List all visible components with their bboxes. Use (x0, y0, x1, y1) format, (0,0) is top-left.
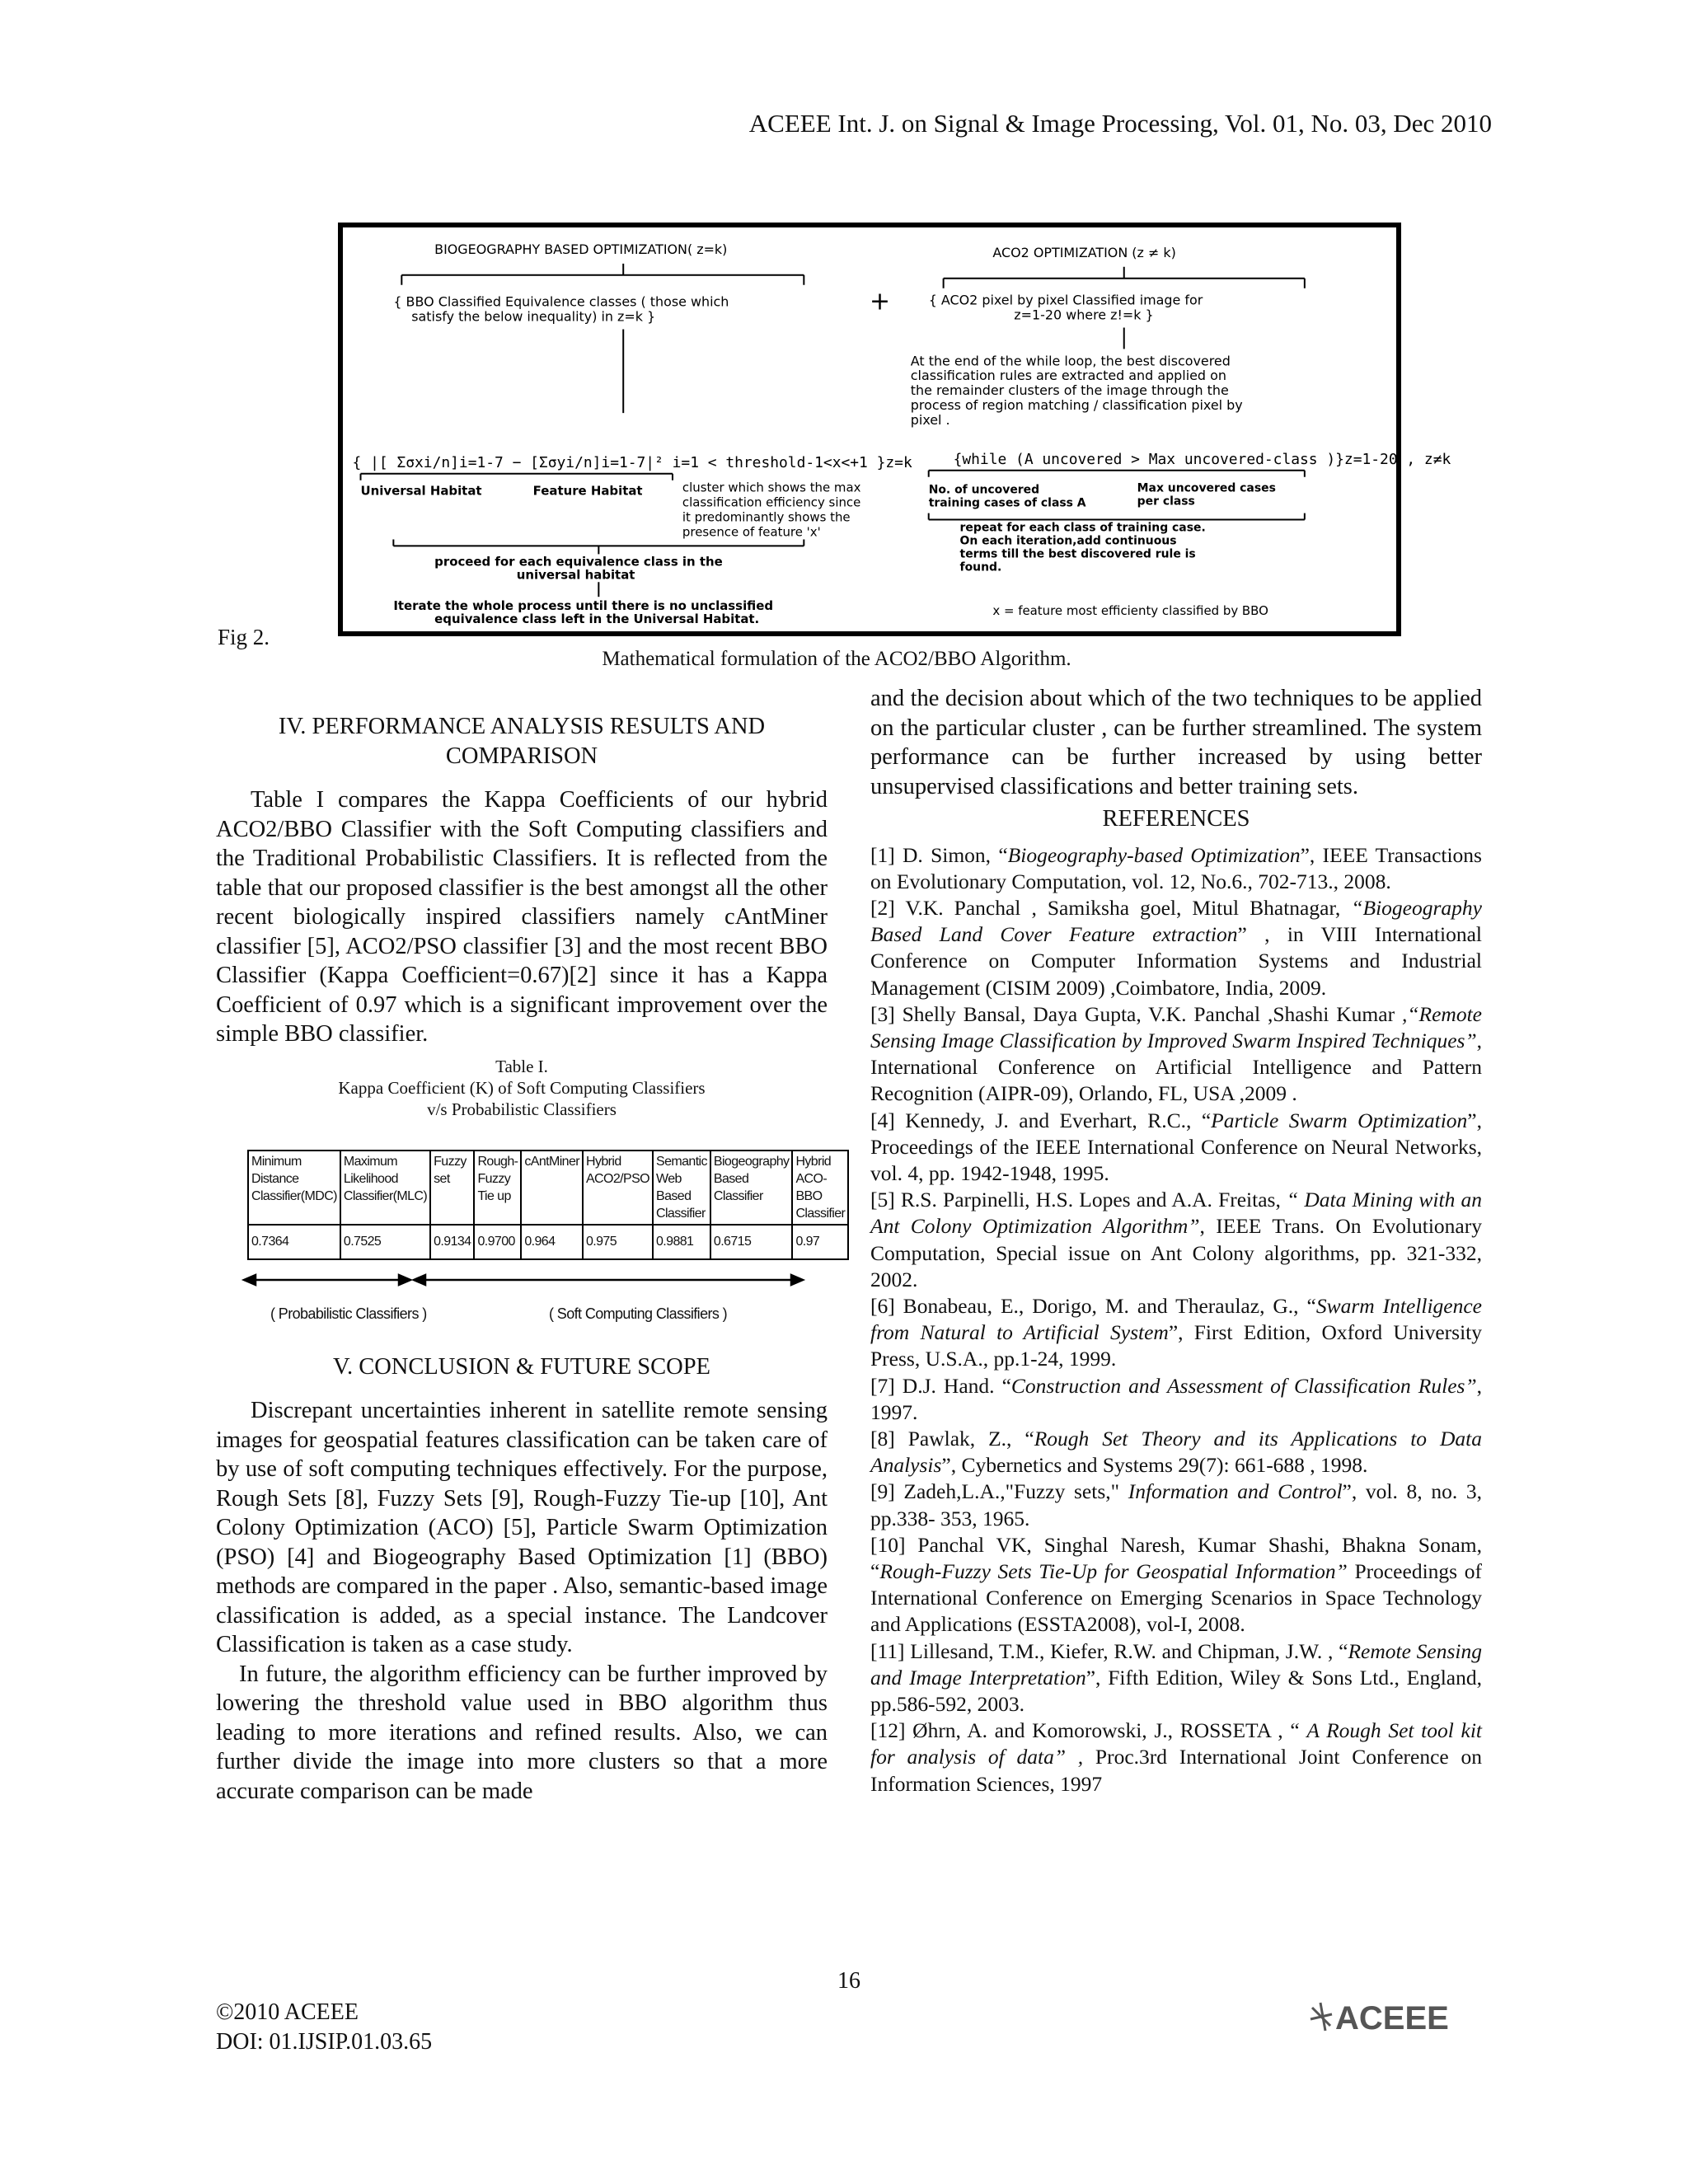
reference-item (870, 1479, 1482, 1531)
reference-title: Rough Set Theory and its Applications to Data Analysis (870, 1426, 1482, 1478)
kappa-header-cell (583, 1151, 653, 1225)
kappa-header-text: Hybrid (795, 1154, 832, 1169)
kappa-header-text: cAntMiner (524, 1154, 579, 1169)
section5-heading: V. CONCLUSION & FUTURE SCOPE (333, 1353, 710, 1380)
repeat-line2: On each iteration,add continuous (959, 534, 1177, 548)
probabilistic-group-label: ( Probabilistic Classifiers ) (270, 1305, 427, 1322)
reference-item (870, 842, 1482, 895)
max-uncovered-line2: per class (1137, 494, 1195, 509)
kappa-value-cell: 0.975 (583, 1225, 653, 1259)
figure-caption: Mathematical formulation of the ACO2/BBO Algorithm. (602, 648, 1071, 670)
kappa-table (247, 1150, 849, 1260)
kappa-header-text: ACO- (795, 1171, 828, 1186)
kappa-value-cell: 0.7364 (248, 1225, 340, 1259)
right-column (870, 684, 1482, 1797)
reference-authors: [6] Bonabeau, E., Dorigo, M. and Theraulaz, G., “ (870, 1293, 1316, 1318)
kappa-header-text: Classifier (795, 1206, 846, 1221)
reference-authors: [1] D. Simon, “ (870, 842, 1008, 867)
max-uncovered-line1: Max uncovered cases (1137, 481, 1276, 495)
kappa-header-text: Classifier (713, 1188, 763, 1203)
aco-bracket (944, 267, 1305, 288)
references-heading: REFERENCES (1102, 806, 1250, 832)
reference-authors: [4] Kennedy, J. and Everhart, R.C., “ (870, 1108, 1212, 1132)
bbo-classes-line2: satisfy the below inequality) in z=k } (411, 308, 656, 325)
plus-sign: + (870, 287, 891, 316)
kappa-header-row (248, 1151, 848, 1225)
kappa-header-text: Hybrid (585, 1154, 621, 1169)
reference-title: ,“Remote Sensing Image Classification by Improved Swarm Inspired Techniques” (870, 1001, 1482, 1052)
aco-pixel-line1: { ACO2 pixel by pixel Classified image for (928, 292, 1203, 308)
soft-computing-arrow-left-head (414, 1275, 425, 1285)
kappa-header-cell (430, 1151, 474, 1225)
reference-authors: [2] V.K. Panchal , Samiksha goel, Mitul Bhatnagar, (870, 895, 1352, 920)
reference-authors: [10] Panchal VK, Singhal Naresh, Kumar Shashi, Bhakna Sonam, “ (870, 1532, 1482, 1583)
reference-title: Information and Control (1128, 1479, 1343, 1504)
reference-source: , IEEE Trans. On Evolutionary Computation, Special issue on Ant Colony algorithms, pp. 321-332, 2002. (870, 1214, 1482, 1291)
kappa-value-cell: 0.9134 (430, 1225, 474, 1259)
kappa-header-text: Based (656, 1188, 692, 1203)
reference-item (870, 895, 1482, 1001)
repeat-line4: found. (959, 560, 1002, 574)
reference-item (870, 1373, 1482, 1426)
kappa-header-text: ACO2/PSO (585, 1171, 649, 1186)
uncovered-line1: No. of uncovered (928, 483, 1040, 497)
soft-computing-group-label: ( Soft Computing Classifiers ) (549, 1305, 728, 1322)
kappa-header-cell (248, 1151, 340, 1225)
reference-item (870, 1426, 1482, 1479)
aco-pixel-line2: z=1-20 where z!=k } (1014, 307, 1154, 323)
iterate-line1: Iterate the whole process until there is no unclassified (393, 598, 774, 614)
while-bracket (929, 471, 1305, 477)
reference-title: Biogeography-based Optimization (1007, 842, 1301, 867)
logo-text: ACEEE (1335, 2000, 1449, 2036)
reference-item (870, 1001, 1482, 1108)
soft-computing-arrow-right-head (791, 1275, 803, 1285)
kappa-header-text: Classifier(MDC) (251, 1188, 337, 1203)
section5-para2: In future, the algorithm efficiency can be further improved by lowering the threshold value used in BBO algorithm thus leading to more iterations and refined results. Also, we can further divide the image into more clusters so that a more accurate comparison can be made (216, 1661, 828, 1804)
reference-title: Remote Sensing and Image Interpretation (870, 1638, 1482, 1690)
kappa-header-text: Likelihood (343, 1171, 398, 1186)
while-formula: {while (A uncovered > Max uncovered-class )}z=1-20 , z≠k (953, 450, 1451, 468)
doi: DOI: 01.IJSIP.01.03.65 (216, 2029, 433, 2055)
feature-habitat-label: Feature Habitat (532, 483, 643, 499)
uncovered-line2: training cases of class A (928, 496, 1086, 510)
kappa-header-text: Rough- (477, 1154, 518, 1169)
reference-authors: [12] Øhrn, A. and Komorowski, J., ROSSETA , “ (870, 1718, 1307, 1743)
kappa-header-text: Semantic (656, 1154, 707, 1169)
reference-source: Proceedings of International Conference on Emerging Scenarios in Space Technology and Applications (ESSTA2008), vol-I, 2008. (870, 1558, 1482, 1637)
probabilistic-arrow-right-head (399, 1275, 410, 1285)
kappa-header-text: Fuzzy (434, 1154, 467, 1169)
reference-title: “ Data Mining with an Ant Colony Optimization Algorithm” (870, 1188, 1482, 1239)
section5-para-continued: and the decision about which of the two techniques to be applied on the particular cluster , can be further streamlined. The system performance can be further increased by using better unsupervised classifications and better training sets. (870, 686, 1482, 799)
reference-item (870, 1532, 1482, 1638)
reference-item (870, 1638, 1482, 1718)
section5-para1: Discrepant uncertainties inherent in satellite remote sensing images for geospatial features classification can be taken care of by use of soft computing techniques effectively. For the purpose, Rough Sets [8], Fuzzy Sets [9], Rough-Fuzzy Tie-up [10], Ant Colony Optimization (ACO) [5], Particle Swarm Optimization (PSO) [4] and Biogeography Based Optimization [1] (BBO) methods are compared in the paper . Also, semantic-based image classification is added, as a special instance. The Landcover Classification is taken as a case study. (216, 1398, 828, 1657)
loop-line3: the remainder clusters of the image through the (910, 382, 1229, 399)
reference-source: ”, Cybernetics and Systems 29(7): 661-688 , 1998. (941, 1453, 1368, 1478)
loop-line4: process of region matching / classification pixel by (910, 397, 1243, 414)
kappa-header-text: Based (713, 1171, 749, 1186)
probabilistic-arrow-left-head (244, 1275, 256, 1285)
kappa-value-cell: 0.7525 (340, 1225, 430, 1259)
figure-diagram (338, 223, 1451, 636)
table-label: Table I. (495, 1056, 548, 1076)
aco-title: ACO2 OPTIMIZATION (z ≠ k) (992, 244, 1176, 260)
reference-item (870, 1293, 1482, 1373)
reference-source: Proc.3rd International Joint Conference on Information Sciences, 1997 (870, 1745, 1482, 1796)
kappa-header-text: BBO (795, 1188, 823, 1203)
reference-title: Construction and Assessment of Classification Rules” (1010, 1373, 1477, 1398)
algorithm-diagram (343, 227, 1451, 631)
kappa-header-cell (653, 1151, 710, 1225)
section4-heading-line1: IV. PERFORMANCE ANALYSIS RESULTS AND (278, 714, 766, 739)
reference-title: A Rough Set tool kit for analysis of data” , (870, 1718, 1482, 1769)
kappa-header-text: Fuzzy (477, 1171, 511, 1186)
cluster-line2: classification efficiency since (682, 494, 861, 510)
aceee-logo (1304, 1994, 1485, 2037)
kappa-header-cell (710, 1151, 793, 1225)
loop-line1: At the end of the while loop, the best discovered (910, 353, 1231, 369)
footer-info (216, 1998, 432, 2057)
left-column (216, 712, 846, 1806)
reference-authors: [5] R.S. Parpinelli, H.S. Lopes and A.A. Freitas, (870, 1188, 1287, 1212)
kappa-header-text: Maximum (343, 1154, 398, 1169)
kappa-header-text: Distance (251, 1171, 299, 1186)
cluster-line3: it predominantly shows the (682, 509, 851, 525)
kappa-value-cell: 0.9700 (474, 1225, 521, 1259)
bbo-classes-line1: { BBO Classified Equivalence classes ( those which (393, 293, 729, 310)
reference-item (870, 1187, 1482, 1293)
section4-heading-line2: COMPARISON (445, 743, 598, 769)
repeat-line1: repeat for each class of training case. (959, 521, 1206, 535)
kappa-values-row (248, 1225, 848, 1259)
reference-source: ”, Proceedings of the IEEE International Conference on Neural Networks, vol. 4, pp. 1942-1948, 1995. (870, 1108, 1482, 1185)
kappa-header-cell (792, 1151, 848, 1225)
reference-item (870, 1108, 1482, 1188)
reference-authors: [7] D.J. Hand. “ (870, 1373, 1011, 1398)
repeat-line3: terms till the best discovered rule is (959, 547, 1196, 561)
reference-title: Rough-Fuzzy Sets Tie-Up for Geospatial Information” (879, 1558, 1348, 1583)
kappa-header-cell (474, 1151, 521, 1225)
bbo-bracket (401, 264, 804, 285)
bbo-title: BIOGEOGRAPHY BASED OPTIMIZATION( z=k) (434, 241, 728, 257)
loop-line2: classification rules are extracted and applied on (910, 368, 1226, 384)
x-definition: x = feature most efficienty classified by BBO (992, 603, 1268, 619)
kappa-header-text: Classifier (656, 1206, 706, 1221)
iterate-line2: equivalence class left in the Universal Habitat. (434, 612, 760, 627)
repeat-bracket (929, 513, 1305, 520)
table-caption-line1: Kappa Coefficient (K) of Soft Computing Classifiers (338, 1077, 706, 1098)
inequality-formula: { |[ Σσxi/n]i=1-7 − [Σσyi/n]i=1-7|² i=1 < threshold-1<x<+1 }z=k (352, 453, 912, 471)
proceed-line1: proceed for each equivalence class in the (434, 554, 723, 569)
reference-source: , 1997. (870, 1373, 1483, 1424)
proceed-line2: universal habitat (516, 567, 635, 583)
reference-authors: [8] Pawlak, Z., “ (870, 1426, 1034, 1451)
reference-source: ”, First Edition, Oxford University Press, U.S.A., pp.1-24, 1999. (870, 1320, 1482, 1371)
reference-title: Particle Swarm Optimization (1211, 1108, 1468, 1132)
inequality-bracket (361, 474, 673, 480)
page-number: 16 (837, 1968, 860, 1994)
kappa-header-text: Classifier(MLC) (343, 1188, 428, 1203)
reference-title: Swarm Intelligence from Natural to Artificial System (870, 1293, 1482, 1345)
cluster-line4: presence of feature 'x' (682, 524, 821, 540)
kappa-header-cell (340, 1151, 430, 1225)
figure-label: Fig 2. (218, 625, 270, 649)
kappa-value-cell: 0.6715 (710, 1225, 793, 1259)
reference-source: ”, IEEE Transactions on Evolutionary Computation, vol. 12, No.6., 702-713., 2008. (870, 842, 1482, 893)
kappa-value-cell: 0.964 (521, 1225, 583, 1259)
kappa-header-text: Minimum (251, 1154, 302, 1169)
kappa-header-text: Biogeography (713, 1154, 790, 1169)
reference-source: ” , in VIII International Conference on Computer Information Systems and Industrial Management (CISIM 2009) ,Coimbatore, India, 2009. (870, 922, 1482, 1000)
kappa-header-text: Tie up (477, 1188, 511, 1203)
reference-source: ”, vol. 8, no. 3, pp.338- 353, 1965. (870, 1479, 1482, 1530)
reference-item (870, 1718, 1482, 1797)
kappa-header-text: set (434, 1171, 450, 1186)
kappa-value-cell: 0.97 (792, 1225, 848, 1259)
reference-authors: [11] Lillesand, T.M., Kiefer, R.W. and Chipman, J.W. , “ (870, 1638, 1348, 1663)
references-list (870, 842, 1482, 1797)
kappa-header-cell (521, 1151, 583, 1225)
group-arrows (216, 1270, 828, 1295)
cluster-line1: cluster which shows the max (682, 480, 861, 495)
reference-title: “Biogeography Based Land Cover Feature extraction (870, 895, 1482, 947)
copyright: ©2010 ACEEE (216, 1999, 359, 2025)
section4-body: Table I compares the Kappa Coefficients of our hybrid ACO2/BBO Classifier with the Soft Computing classifiers and the Traditional Probabilistic Classifiers. It is reflected from the table that our proposed classifier is the best amongst all the other recent biologically inspired classifiers namely cAntMiner classifier [5], ACO2/PSO classifier [3] and the most recent BBO Classifier (Kappa Coefficient=0.67)[2] since it has a Kappa Coefficient of 0.97 which is a significant improvement over the simple BBO classifier. (216, 787, 828, 1047)
proceed-bracket (393, 539, 804, 554)
loop-line5: pixel . (910, 412, 950, 429)
reference-source: ”, Fifth Edition, Wiley & Sons Ltd., England, pp.586-592, 2003. (870, 1665, 1482, 1716)
universal-habitat-label: Universal Habitat (360, 483, 482, 499)
reference-source: , International Conference on Artificial Intelligence and Pattern Recognition (AIPR-09), Orlando, FL, USA ,2009 . (870, 1028, 1482, 1106)
aceee-logo-mark (1304, 1994, 1485, 2037)
table-caption-line2: v/s Probabilistic Classifiers (427, 1099, 617, 1119)
reference-authors: [9] Zadeh,L.A.,"Fuzzy sets," (870, 1479, 1128, 1504)
reference-authors: [3] Shelly Bansal, Daya Gupta, V.K. Panchal ,Shashi Kumar (870, 1001, 1402, 1026)
running-head: ACEEE Int. J. on Signal & Image Processing, Vol. 01, No. 03, Dec 2010 (748, 109, 1492, 138)
kappa-value-cell: 0.9881 (653, 1225, 710, 1259)
kappa-header-text: Web (656, 1171, 682, 1186)
